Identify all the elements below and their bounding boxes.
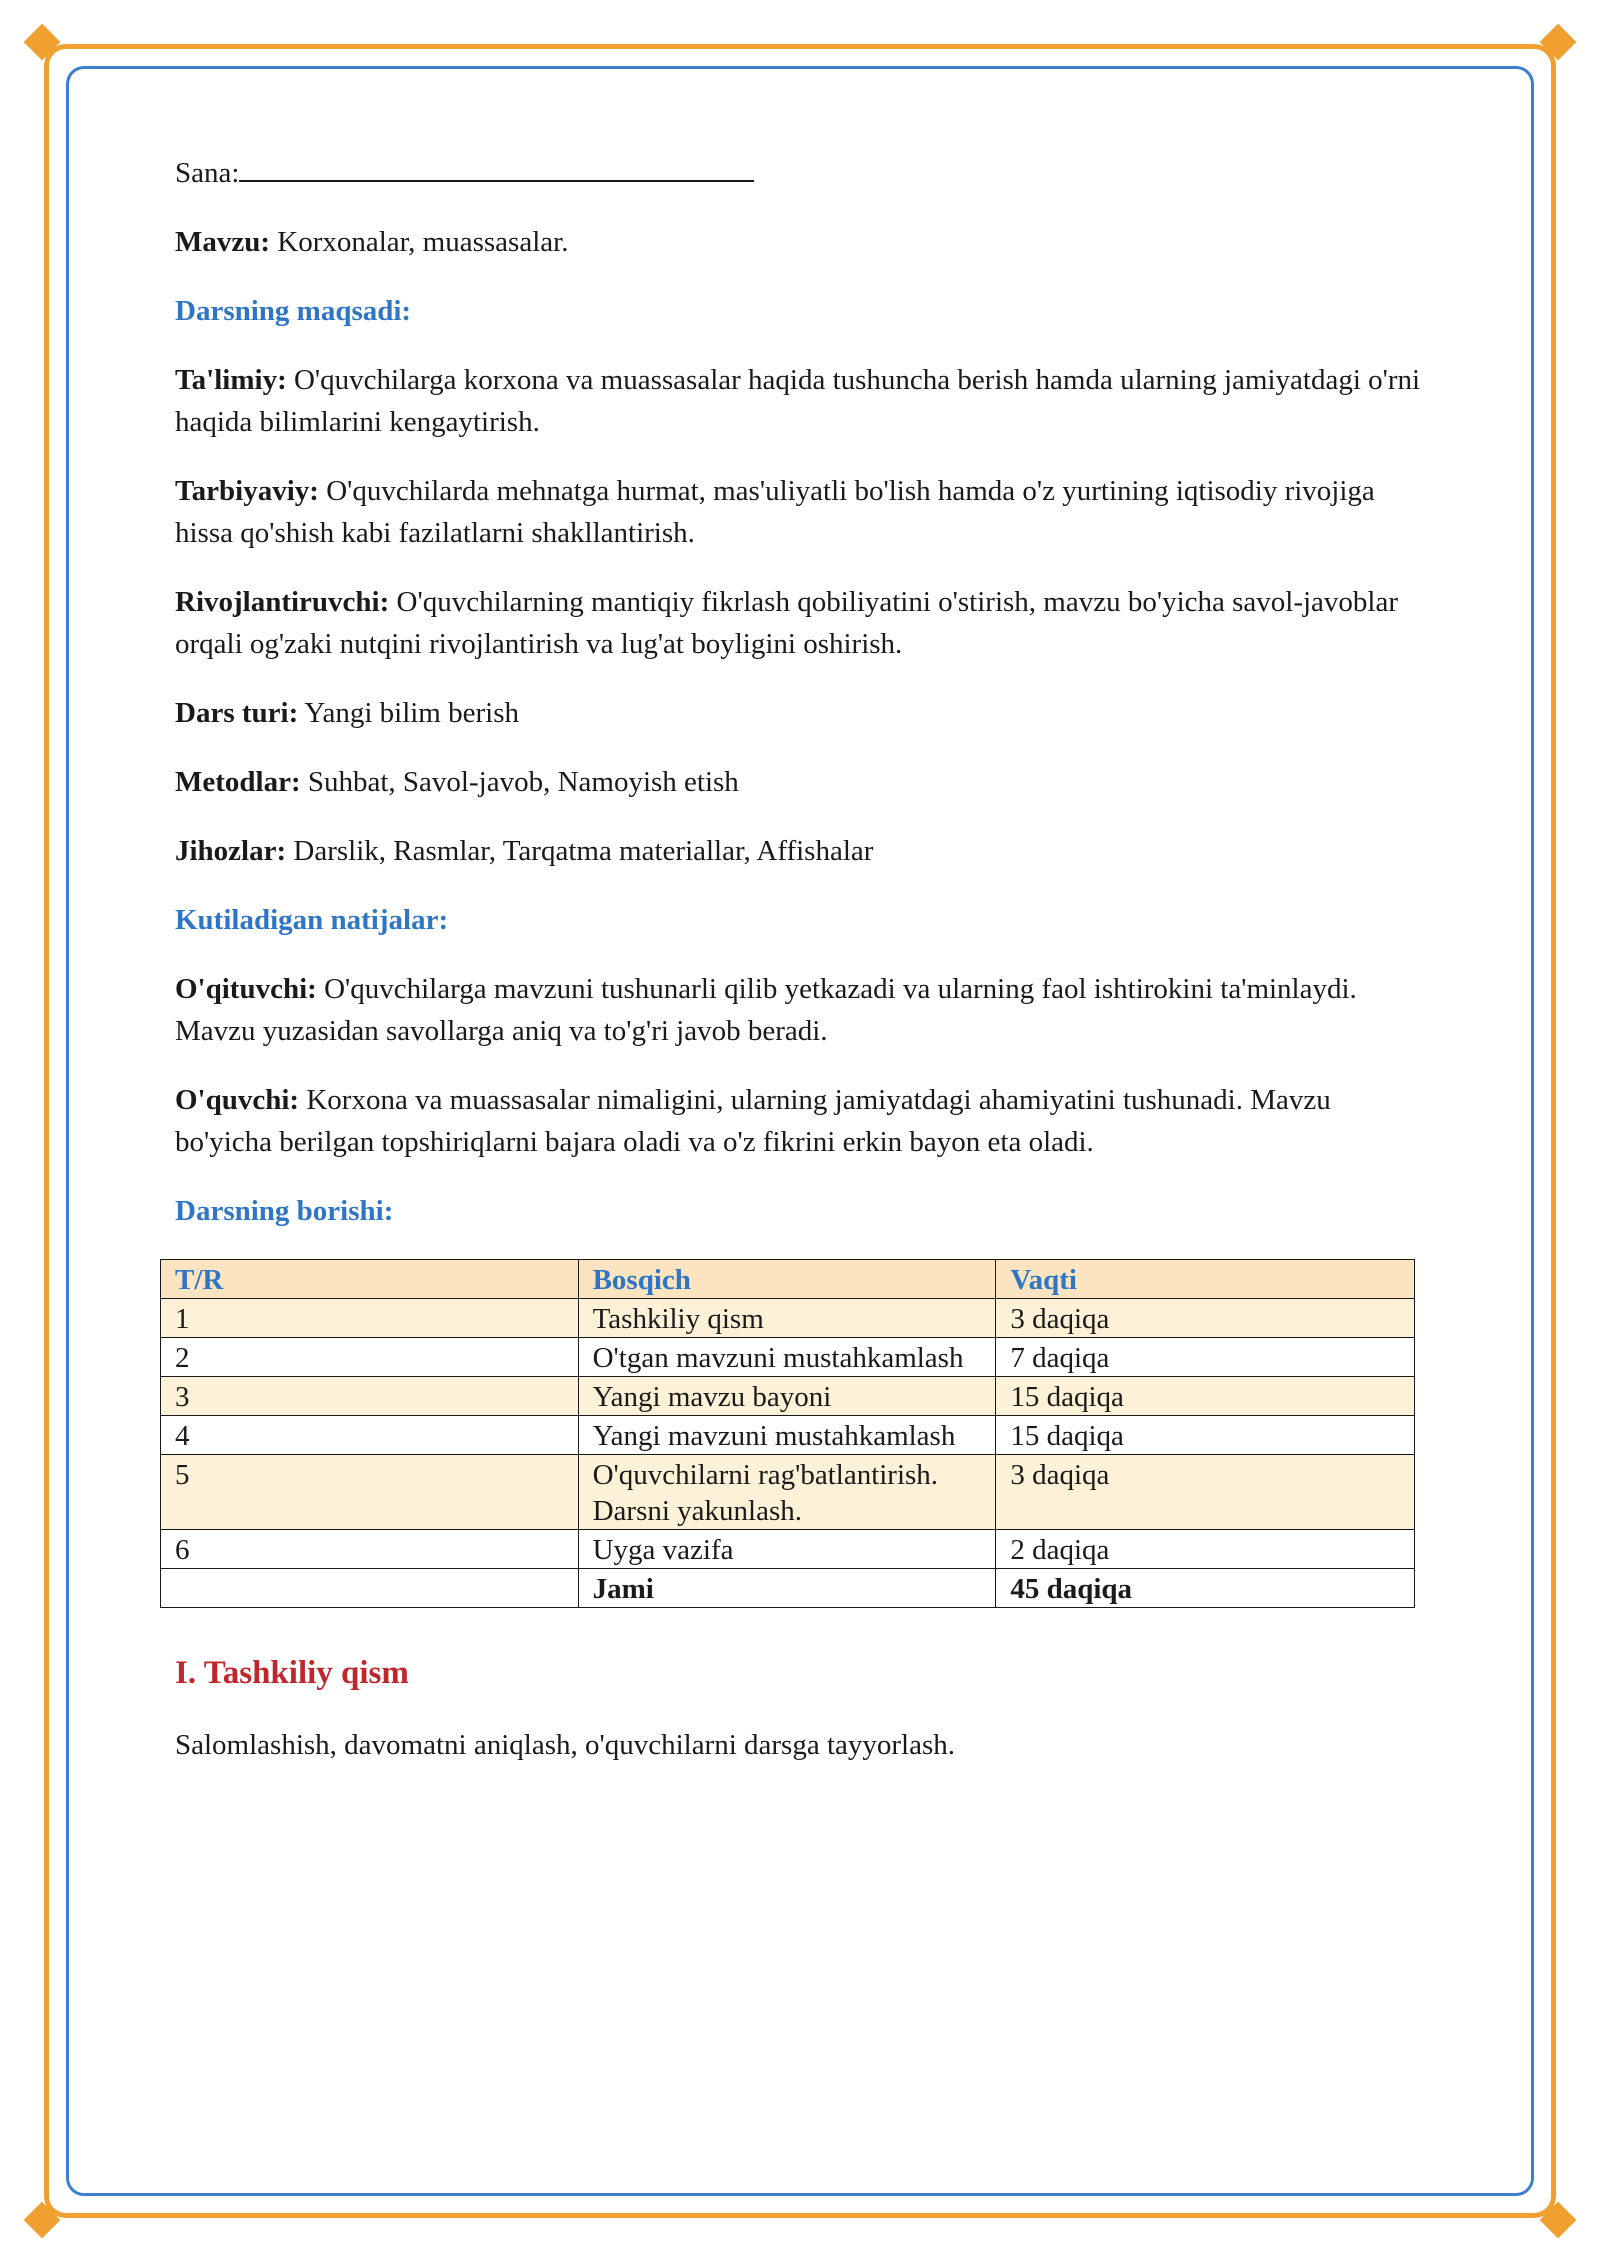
lesson-progress-table: [160, 1259, 1415, 1608]
document-body: [175, 150, 1425, 1793]
table-cell: 6: [161, 1530, 579, 1569]
date-blank: [239, 150, 754, 182]
table-cell: 4: [161, 1416, 579, 1455]
table-cell: 2: [161, 1338, 579, 1377]
outcome-teacher-label: O'qituvchi:: [175, 973, 317, 1005]
methods-label: Metodlar:: [175, 766, 301, 798]
total-label: Jami: [578, 1569, 996, 1608]
outcome-teacher-text: O'quvchilarga mavzuni tushunarli qilib yetkazadi va ularning faol ishtirokini ta'minlaydi. Mavzu yuzasidan savollarga aniq va to'g'ri javob beradi.: [175, 973, 1357, 1047]
table-cell: Uyga vazifa: [578, 1530, 996, 1569]
goal-educational: [175, 359, 1425, 443]
goal-upbringing: [175, 470, 1425, 554]
topic-label: Mavzu:: [175, 226, 271, 258]
topic: [175, 221, 1425, 263]
date-line: [175, 150, 1425, 194]
lesson-type: [175, 692, 1425, 734]
total-value: 45 daqiqa: [996, 1569, 1415, 1608]
table-row: [161, 1299, 1415, 1338]
outcome-student-text: Korxona va muassasalar nimaligini, ularning jamiyatdagi ahamiyatini tushunadi. Mavzu bo'yicha berilgan topshiriqlarni bajara oladi va o'z fikrini erkin bayon eta oladi.: [175, 1084, 1331, 1158]
goals-heading: Darsning maqsadi:: [175, 295, 412, 327]
table-cell: 2 daqiqa: [996, 1530, 1415, 1569]
table-row: [161, 1455, 1415, 1530]
part1-heading: I. Tashkiliy qism: [175, 1655, 409, 1691]
date-label: Sana:: [175, 157, 240, 189]
table-cell: O'tgan mavzuni mustahkamlash: [578, 1338, 996, 1377]
table-cell: 3 daqiqa: [996, 1299, 1415, 1338]
table-cell: 7 daqiqa: [996, 1338, 1415, 1377]
lesson-type-value: Yangi bilim berish: [304, 697, 519, 729]
table-row: [161, 1338, 1415, 1377]
methods-value: Suhbat, Savol-javob, Namoyish etish: [307, 766, 739, 798]
table-row: [161, 1416, 1415, 1455]
lesson-type-label: Dars turi:: [175, 697, 299, 729]
table-cell: 1: [161, 1299, 579, 1338]
table-header-row: [161, 1260, 1415, 1299]
topic-value: Korxonalar, muassasalar.: [277, 226, 569, 258]
table-cell: 5: [161, 1455, 579, 1530]
goal-upbringing-label: Tarbiyaviy:: [175, 475, 319, 507]
table-cell: Yangi mavzu bayoni: [578, 1377, 996, 1416]
table-row: [161, 1377, 1415, 1416]
part1-text: Salomlashish, davomatni aniqlash, o'quvchilarni darsga tayyorlash.: [175, 1729, 956, 1761]
table-cell: 15 daqiqa: [996, 1416, 1415, 1455]
column-header: Bosqich: [578, 1260, 996, 1299]
outcome-teacher: [175, 968, 1425, 1052]
progress-heading: Darsning borishi:: [175, 1195, 394, 1227]
outcome-student: [175, 1079, 1425, 1163]
goal-upbringing-text: O'quvchilarda mehnatga hurmat, mas'uliyatli bo'lish hamda o'z yurtining iqtisodiy rivojiga hissa qo'shish kabi fazilatlarni shakllantirish.: [175, 475, 1375, 549]
table-cell: Yangi mavzuni mustahkamlash: [578, 1416, 996, 1455]
table-cell: Tashkiliy qism: [578, 1299, 996, 1338]
outcomes-heading: Kutiladigan natijalar:: [175, 904, 449, 936]
column-header: Vaqti: [996, 1260, 1415, 1299]
table-cell: 3 daqiqa: [996, 1455, 1415, 1530]
methods: [175, 761, 1425, 803]
goal-developmental-text: O'quvchilarning mantiqiy fikrlash qobiliyatini o'stirish, mavzu bo'yicha savol-javoblar orqali og'zaki nutqini rivojlantirish va lug'at boyligini oshirish.: [175, 586, 1399, 660]
outcome-student-label: O'quvchi:: [175, 1084, 300, 1116]
column-header: T/R: [161, 1260, 579, 1299]
table-total-row: [161, 1569, 1415, 1608]
table-cell: [161, 1569, 579, 1608]
table-cell: 3: [161, 1377, 579, 1416]
table-cell: O'quvchilarni rag'batlantirish. Darsni yakunlash.: [578, 1455, 996, 1530]
goal-developmental-label: Rivojlantiruvchi:: [175, 586, 390, 618]
goal-educational-label: Ta'limiy:: [175, 364, 287, 396]
table-row: [161, 1530, 1415, 1569]
table-cell: 15 daqiqa: [996, 1377, 1415, 1416]
equipment: [175, 830, 1425, 872]
goal-educational-text: O'quvchilarga korxona va muassasalar haqida tushuncha berish hamda ularning jamiyatdagi o'rni haqida bilimlarini kengaytirish.: [175, 364, 1421, 438]
equipment-value: Darslik, Rasmlar, Tarqatma materiallar, Affishalar: [293, 835, 874, 867]
goal-developmental: [175, 581, 1425, 665]
equipment-label: Jihozlar:: [175, 835, 287, 867]
